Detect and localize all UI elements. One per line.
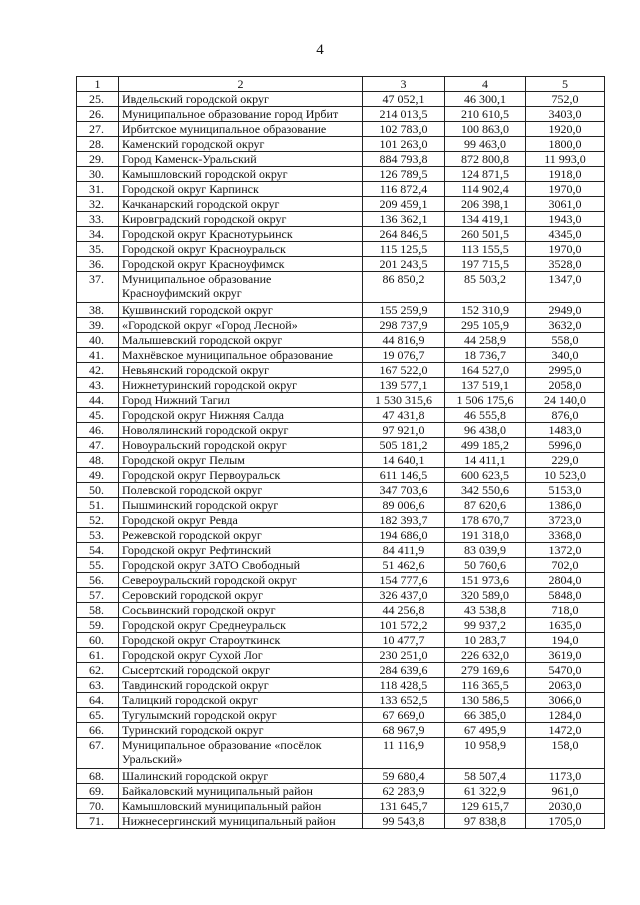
municipality-name: «Городской округ «Город Лесной» bbox=[119, 318, 363, 333]
column-header: 3 bbox=[363, 77, 445, 92]
value-col5: 1635,0 bbox=[526, 618, 605, 633]
data-table bbox=[76, 76, 605, 829]
value-col4: 58 507,4 bbox=[445, 769, 526, 784]
value-col5: 3632,0 bbox=[526, 318, 605, 333]
value-col3: 14 640,1 bbox=[363, 453, 445, 468]
municipality-name: Сосьвинский городской округ bbox=[119, 603, 363, 618]
value-col3: 118 428,5 bbox=[363, 678, 445, 693]
value-col5: 4345,0 bbox=[526, 227, 605, 242]
row-number: 32. bbox=[77, 197, 119, 212]
value-col3: 101 263,0 bbox=[363, 137, 445, 152]
table-row bbox=[77, 348, 605, 363]
table-row bbox=[77, 257, 605, 272]
row-number: 31. bbox=[77, 182, 119, 197]
table-row bbox=[77, 618, 605, 633]
value-col5: 229,0 bbox=[526, 453, 605, 468]
value-col5: 2949,0 bbox=[526, 303, 605, 318]
value-col5: 1705,0 bbox=[526, 814, 605, 829]
value-col3: 154 777,6 bbox=[363, 573, 445, 588]
value-col5: 2804,0 bbox=[526, 573, 605, 588]
header-row bbox=[77, 77, 605, 92]
value-col3: 1 530 315,6 bbox=[363, 393, 445, 408]
table-row bbox=[77, 408, 605, 423]
table-row bbox=[77, 528, 605, 543]
value-col3: 51 462,6 bbox=[363, 558, 445, 573]
value-col3: 101 572,2 bbox=[363, 618, 445, 633]
municipality-name: Камышловский городской округ bbox=[119, 167, 363, 182]
column-header: 1 bbox=[77, 77, 119, 92]
value-col5: 5153,0 bbox=[526, 483, 605, 498]
value-col5: 1483,0 bbox=[526, 423, 605, 438]
row-number: 60. bbox=[77, 633, 119, 648]
value-col3: 97 921,0 bbox=[363, 423, 445, 438]
value-col4: 96 438,0 bbox=[445, 423, 526, 438]
row-number: 33. bbox=[77, 212, 119, 227]
value-col5: 702,0 bbox=[526, 558, 605, 573]
value-col3: 115 125,5 bbox=[363, 242, 445, 257]
municipality-name: Городской округ Ревда bbox=[119, 513, 363, 528]
municipality-name: Городской округ Среднеуральск bbox=[119, 618, 363, 633]
row-number: 57. bbox=[77, 588, 119, 603]
value-col5: 1970,0 bbox=[526, 242, 605, 257]
value-col4: 129 615,7 bbox=[445, 799, 526, 814]
value-col3: 47 431,8 bbox=[363, 408, 445, 423]
municipality-name: Талицкий городской округ bbox=[119, 693, 363, 708]
value-col4: 295 105,9 bbox=[445, 318, 526, 333]
value-col4: 206 398,1 bbox=[445, 197, 526, 212]
value-col4: 164 527,0 bbox=[445, 363, 526, 378]
value-col4: 43 538,8 bbox=[445, 603, 526, 618]
municipality-name: Пышминский городской округ bbox=[119, 498, 363, 513]
table-row bbox=[77, 167, 605, 182]
value-col4: 50 760,6 bbox=[445, 558, 526, 573]
table-row bbox=[77, 633, 605, 648]
value-col3: 19 076,7 bbox=[363, 348, 445, 363]
row-number: 71. bbox=[77, 814, 119, 829]
value-col5: 2995,0 bbox=[526, 363, 605, 378]
value-col3: 116 872,4 bbox=[363, 182, 445, 197]
row-number: 61. bbox=[77, 648, 119, 663]
row-number: 46. bbox=[77, 423, 119, 438]
value-col3: 99 543,8 bbox=[363, 814, 445, 829]
municipality-name: Муниципальное образование Красноуфимский округ bbox=[119, 272, 363, 303]
row-number: 35. bbox=[77, 242, 119, 257]
value-col4: 152 310,9 bbox=[445, 303, 526, 318]
municipality-name: Махнёвское муниципальное образование bbox=[119, 348, 363, 363]
municipality-name: Город Каменск-Уральский bbox=[119, 152, 363, 167]
table-row bbox=[77, 423, 605, 438]
table-row bbox=[77, 543, 605, 558]
value-col4: 191 318,0 bbox=[445, 528, 526, 543]
value-col4: 320 589,0 bbox=[445, 588, 526, 603]
municipality-name: Новолялинский городской округ bbox=[119, 423, 363, 438]
row-number: 55. bbox=[77, 558, 119, 573]
value-col4: 66 385,0 bbox=[445, 708, 526, 723]
value-col4: 124 871,5 bbox=[445, 167, 526, 182]
municipality-name: Ивдельский городской округ bbox=[119, 92, 363, 107]
value-col3: 182 393,7 bbox=[363, 513, 445, 528]
value-col4: 116 365,5 bbox=[445, 678, 526, 693]
value-col3: 167 522,0 bbox=[363, 363, 445, 378]
value-col4: 10 283,7 bbox=[445, 633, 526, 648]
table-row bbox=[77, 738, 605, 769]
value-col3: 139 577,1 bbox=[363, 378, 445, 393]
value-col5: 1386,0 bbox=[526, 498, 605, 513]
row-number: 52. bbox=[77, 513, 119, 528]
row-number: 42. bbox=[77, 363, 119, 378]
value-col3: 284 639,6 bbox=[363, 663, 445, 678]
municipality-name: Малышевский городской округ bbox=[119, 333, 363, 348]
table-row bbox=[77, 333, 605, 348]
row-number: 48. bbox=[77, 453, 119, 468]
value-col4: 14 411,1 bbox=[445, 453, 526, 468]
municipality-name: Сысертский городской округ bbox=[119, 663, 363, 678]
value-col4: 178 670,7 bbox=[445, 513, 526, 528]
value-col3: 201 243,5 bbox=[363, 257, 445, 272]
value-col5: 3403,0 bbox=[526, 107, 605, 122]
municipality-name: Полевской городской округ bbox=[119, 483, 363, 498]
value-col3: 884 793,8 bbox=[363, 152, 445, 167]
row-number: 38. bbox=[77, 303, 119, 318]
value-col4: 85 503,2 bbox=[445, 272, 526, 303]
table-row bbox=[77, 363, 605, 378]
value-col5: 1472,0 bbox=[526, 723, 605, 738]
municipality-name: Городской округ Нижняя Салда bbox=[119, 408, 363, 423]
value-col3: 11 116,9 bbox=[363, 738, 445, 769]
municipality-name: Городской округ Сухой Лог bbox=[119, 648, 363, 663]
value-col3: 611 146,5 bbox=[363, 468, 445, 483]
value-col3: 84 411,9 bbox=[363, 543, 445, 558]
municipality-name: Байкаловский муниципальный район bbox=[119, 784, 363, 799]
value-col5: 558,0 bbox=[526, 333, 605, 348]
value-col4: 10 958,9 bbox=[445, 738, 526, 769]
page-number: 4 bbox=[316, 42, 324, 58]
row-number: 50. bbox=[77, 483, 119, 498]
table-row bbox=[77, 573, 605, 588]
row-number: 47. bbox=[77, 438, 119, 453]
value-col5: 1372,0 bbox=[526, 543, 605, 558]
table-row bbox=[77, 468, 605, 483]
value-col3: 155 259,9 bbox=[363, 303, 445, 318]
municipality-name: Режевской городской округ bbox=[119, 528, 363, 543]
value-col5: 1943,0 bbox=[526, 212, 605, 227]
row-number: 49. bbox=[77, 468, 119, 483]
value-col4: 83 039,9 bbox=[445, 543, 526, 558]
municipality-name: Шалинский городской округ bbox=[119, 769, 363, 784]
value-col3: 89 006,6 bbox=[363, 498, 445, 513]
value-col3: 67 669,0 bbox=[363, 708, 445, 723]
value-col5: 1284,0 bbox=[526, 708, 605, 723]
value-col5: 961,0 bbox=[526, 784, 605, 799]
value-col5: 876,0 bbox=[526, 408, 605, 423]
value-col4: 44 258,9 bbox=[445, 333, 526, 348]
row-number: 64. bbox=[77, 693, 119, 708]
value-col5: 340,0 bbox=[526, 348, 605, 363]
table-row bbox=[77, 378, 605, 393]
row-number: 70. bbox=[77, 799, 119, 814]
table-row bbox=[77, 723, 605, 738]
value-col5: 1347,0 bbox=[526, 272, 605, 303]
value-col4: 342 550,6 bbox=[445, 483, 526, 498]
value-col4: 1 506 175,6 bbox=[445, 393, 526, 408]
table-row bbox=[77, 678, 605, 693]
value-col5: 10 523,0 bbox=[526, 468, 605, 483]
table-row bbox=[77, 107, 605, 122]
municipality-name: Новоуральский городской округ bbox=[119, 438, 363, 453]
value-col3: 326 437,0 bbox=[363, 588, 445, 603]
value-col4: 151 973,6 bbox=[445, 573, 526, 588]
row-number: 65. bbox=[77, 708, 119, 723]
row-number: 69. bbox=[77, 784, 119, 799]
value-col3: 194 686,0 bbox=[363, 528, 445, 543]
table-row bbox=[77, 152, 605, 167]
row-number: 37. bbox=[77, 272, 119, 303]
value-col3: 214 013,5 bbox=[363, 107, 445, 122]
value-col3: 44 816,9 bbox=[363, 333, 445, 348]
table-row bbox=[77, 693, 605, 708]
municipality-name: Городской округ Карпинск bbox=[119, 182, 363, 197]
value-col4: 226 632,0 bbox=[445, 648, 526, 663]
value-col4: 113 155,5 bbox=[445, 242, 526, 257]
municipality-name: Тугулымский городской округ bbox=[119, 708, 363, 723]
value-col3: 136 362,1 bbox=[363, 212, 445, 227]
municipality-name: Городской округ Краснотурьинск bbox=[119, 227, 363, 242]
value-col5: 1918,0 bbox=[526, 167, 605, 182]
value-col3: 131 645,7 bbox=[363, 799, 445, 814]
row-number: 44. bbox=[77, 393, 119, 408]
municipality-name: Кушвинский городской округ bbox=[119, 303, 363, 318]
municipality-name: Ирбитское муниципальное образование bbox=[119, 122, 363, 137]
value-col4: 114 902,4 bbox=[445, 182, 526, 197]
value-col5: 1970,0 bbox=[526, 182, 605, 197]
value-col5: 752,0 bbox=[526, 92, 605, 107]
value-col4: 499 185,2 bbox=[445, 438, 526, 453]
value-col4: 130 586,5 bbox=[445, 693, 526, 708]
value-col5: 24 140,0 bbox=[526, 393, 605, 408]
table-row bbox=[77, 708, 605, 723]
value-col4: 99 463,0 bbox=[445, 137, 526, 152]
row-number: 34. bbox=[77, 227, 119, 242]
value-col5: 5848,0 bbox=[526, 588, 605, 603]
value-col5: 3061,0 bbox=[526, 197, 605, 212]
row-number: 41. bbox=[77, 348, 119, 363]
municipality-name: Нижнесергинский муниципальный район bbox=[119, 814, 363, 829]
value-col5: 158,0 bbox=[526, 738, 605, 769]
value-col4: 99 937,2 bbox=[445, 618, 526, 633]
value-col4: 137 519,1 bbox=[445, 378, 526, 393]
value-col5: 1173,0 bbox=[526, 769, 605, 784]
value-col3: 209 459,1 bbox=[363, 197, 445, 212]
value-col5: 3066,0 bbox=[526, 693, 605, 708]
value-col3: 47 052,1 bbox=[363, 92, 445, 107]
value-col3: 230 251,0 bbox=[363, 648, 445, 663]
value-col4: 872 800,8 bbox=[445, 152, 526, 167]
municipality-name: Качканарский городской округ bbox=[119, 197, 363, 212]
row-number: 30. bbox=[77, 167, 119, 182]
value-col4: 61 322,9 bbox=[445, 784, 526, 799]
table-row bbox=[77, 197, 605, 212]
municipality-name: Городской округ Красноуфимск bbox=[119, 257, 363, 272]
table-row bbox=[77, 242, 605, 257]
row-number: 58. bbox=[77, 603, 119, 618]
municipality-name: Муниципальное образование «посёлок Уральский» bbox=[119, 738, 363, 769]
municipality-name: Городской округ ЗАТО Свободный bbox=[119, 558, 363, 573]
municipality-name: Тавдинский городской округ bbox=[119, 678, 363, 693]
value-col4: 210 610,5 bbox=[445, 107, 526, 122]
value-col5: 1920,0 bbox=[526, 122, 605, 137]
municipality-name: Городской округ Первоуральск bbox=[119, 468, 363, 483]
table-row bbox=[77, 318, 605, 333]
value-col3: 68 967,9 bbox=[363, 723, 445, 738]
value-col5: 11 993,0 bbox=[526, 152, 605, 167]
row-number: 45. bbox=[77, 408, 119, 423]
row-number: 56. bbox=[77, 573, 119, 588]
table-row bbox=[77, 799, 605, 814]
table-row bbox=[77, 137, 605, 152]
value-col3: 264 846,5 bbox=[363, 227, 445, 242]
value-col3: 505 181,2 bbox=[363, 438, 445, 453]
value-col4: 87 620,6 bbox=[445, 498, 526, 513]
value-col5: 5996,0 bbox=[526, 438, 605, 453]
value-col5: 2063,0 bbox=[526, 678, 605, 693]
value-col4: 100 863,0 bbox=[445, 122, 526, 137]
table-row bbox=[77, 272, 605, 303]
value-col4: 46 555,8 bbox=[445, 408, 526, 423]
value-col5: 2030,0 bbox=[526, 799, 605, 814]
value-col4: 46 300,1 bbox=[445, 92, 526, 107]
table-row bbox=[77, 453, 605, 468]
value-col4: 67 495,9 bbox=[445, 723, 526, 738]
row-number: 66. bbox=[77, 723, 119, 738]
value-col3: 10 477,7 bbox=[363, 633, 445, 648]
value-col3: 102 783,0 bbox=[363, 122, 445, 137]
table-row bbox=[77, 558, 605, 573]
value-col5: 718,0 bbox=[526, 603, 605, 618]
value-col3: 62 283,9 bbox=[363, 784, 445, 799]
table-row bbox=[77, 182, 605, 197]
row-number: 29. bbox=[77, 152, 119, 167]
table-row bbox=[77, 603, 605, 618]
table-row bbox=[77, 212, 605, 227]
row-number: 27. bbox=[77, 122, 119, 137]
table-row bbox=[77, 122, 605, 137]
table-row bbox=[77, 498, 605, 513]
table-row bbox=[77, 814, 605, 829]
row-number: 63. bbox=[77, 678, 119, 693]
value-col3: 298 737,9 bbox=[363, 318, 445, 333]
row-number: 59. bbox=[77, 618, 119, 633]
value-col4: 197 715,5 bbox=[445, 257, 526, 272]
value-col3: 347 703,6 bbox=[363, 483, 445, 498]
value-col3: 86 850,2 bbox=[363, 272, 445, 303]
row-number: 26. bbox=[77, 107, 119, 122]
table-row bbox=[77, 784, 605, 799]
row-number: 62. bbox=[77, 663, 119, 678]
column-header: 5 bbox=[526, 77, 605, 92]
value-col5: 3619,0 bbox=[526, 648, 605, 663]
value-col5: 2058,0 bbox=[526, 378, 605, 393]
value-col4: 260 501,5 bbox=[445, 227, 526, 242]
municipality-name: Туринский городской округ bbox=[119, 723, 363, 738]
column-header: 4 bbox=[445, 77, 526, 92]
value-col5: 3723,0 bbox=[526, 513, 605, 528]
value-col5: 194,0 bbox=[526, 633, 605, 648]
municipality-name: Городской округ Рефтинский bbox=[119, 543, 363, 558]
row-number: 51. bbox=[77, 498, 119, 513]
value-col3: 44 256,8 bbox=[363, 603, 445, 618]
municipality-name: Североуральский городской округ bbox=[119, 573, 363, 588]
value-col4: 97 838,8 bbox=[445, 814, 526, 829]
table-row bbox=[77, 438, 605, 453]
municipality-name: Серовский городской округ bbox=[119, 588, 363, 603]
municipality-name: Город Нижний Тагил bbox=[119, 393, 363, 408]
municipality-name: Кировградский городской округ bbox=[119, 212, 363, 227]
value-col3: 59 680,4 bbox=[363, 769, 445, 784]
table-row bbox=[77, 648, 605, 663]
value-col4: 600 623,5 bbox=[445, 468, 526, 483]
municipality-name: Каменский городской округ bbox=[119, 137, 363, 152]
row-number: 68. bbox=[77, 769, 119, 784]
row-number: 28. bbox=[77, 137, 119, 152]
row-number: 36. bbox=[77, 257, 119, 272]
table-row bbox=[77, 663, 605, 678]
municipality-name: Городской округ Пелым bbox=[119, 453, 363, 468]
value-col5: 3368,0 bbox=[526, 528, 605, 543]
table-row bbox=[77, 303, 605, 318]
table-row bbox=[77, 588, 605, 603]
value-col4: 134 419,1 bbox=[445, 212, 526, 227]
table-row bbox=[77, 92, 605, 107]
value-col5: 5470,0 bbox=[526, 663, 605, 678]
value-col3: 133 652,5 bbox=[363, 693, 445, 708]
table-row bbox=[77, 769, 605, 784]
table-row bbox=[77, 227, 605, 242]
value-col5: 3528,0 bbox=[526, 257, 605, 272]
column-header: 2 bbox=[119, 77, 363, 92]
value-col4: 18 736,7 bbox=[445, 348, 526, 363]
municipality-name: Камышловский муниципальный район bbox=[119, 799, 363, 814]
row-number: 39. bbox=[77, 318, 119, 333]
row-number: 40. bbox=[77, 333, 119, 348]
value-col3: 126 789,5 bbox=[363, 167, 445, 182]
row-number: 25. bbox=[77, 92, 119, 107]
value-col4: 279 169,6 bbox=[445, 663, 526, 678]
municipality-name: Невьянский городской округ bbox=[119, 363, 363, 378]
municipality-name: Городской округ Староуткинск bbox=[119, 633, 363, 648]
row-number: 53. bbox=[77, 528, 119, 543]
row-number: 43. bbox=[77, 378, 119, 393]
table-row bbox=[77, 513, 605, 528]
table-row bbox=[77, 393, 605, 408]
municipality-name: Муниципальное образование город Ирбит bbox=[119, 107, 363, 122]
table-row bbox=[77, 483, 605, 498]
row-number: 67. bbox=[77, 738, 119, 769]
row-number: 54. bbox=[77, 543, 119, 558]
municipality-name: Городской округ Красноуральск bbox=[119, 242, 363, 257]
value-col5: 1800,0 bbox=[526, 137, 605, 152]
municipality-name: Нижнетуринский городской округ bbox=[119, 378, 363, 393]
